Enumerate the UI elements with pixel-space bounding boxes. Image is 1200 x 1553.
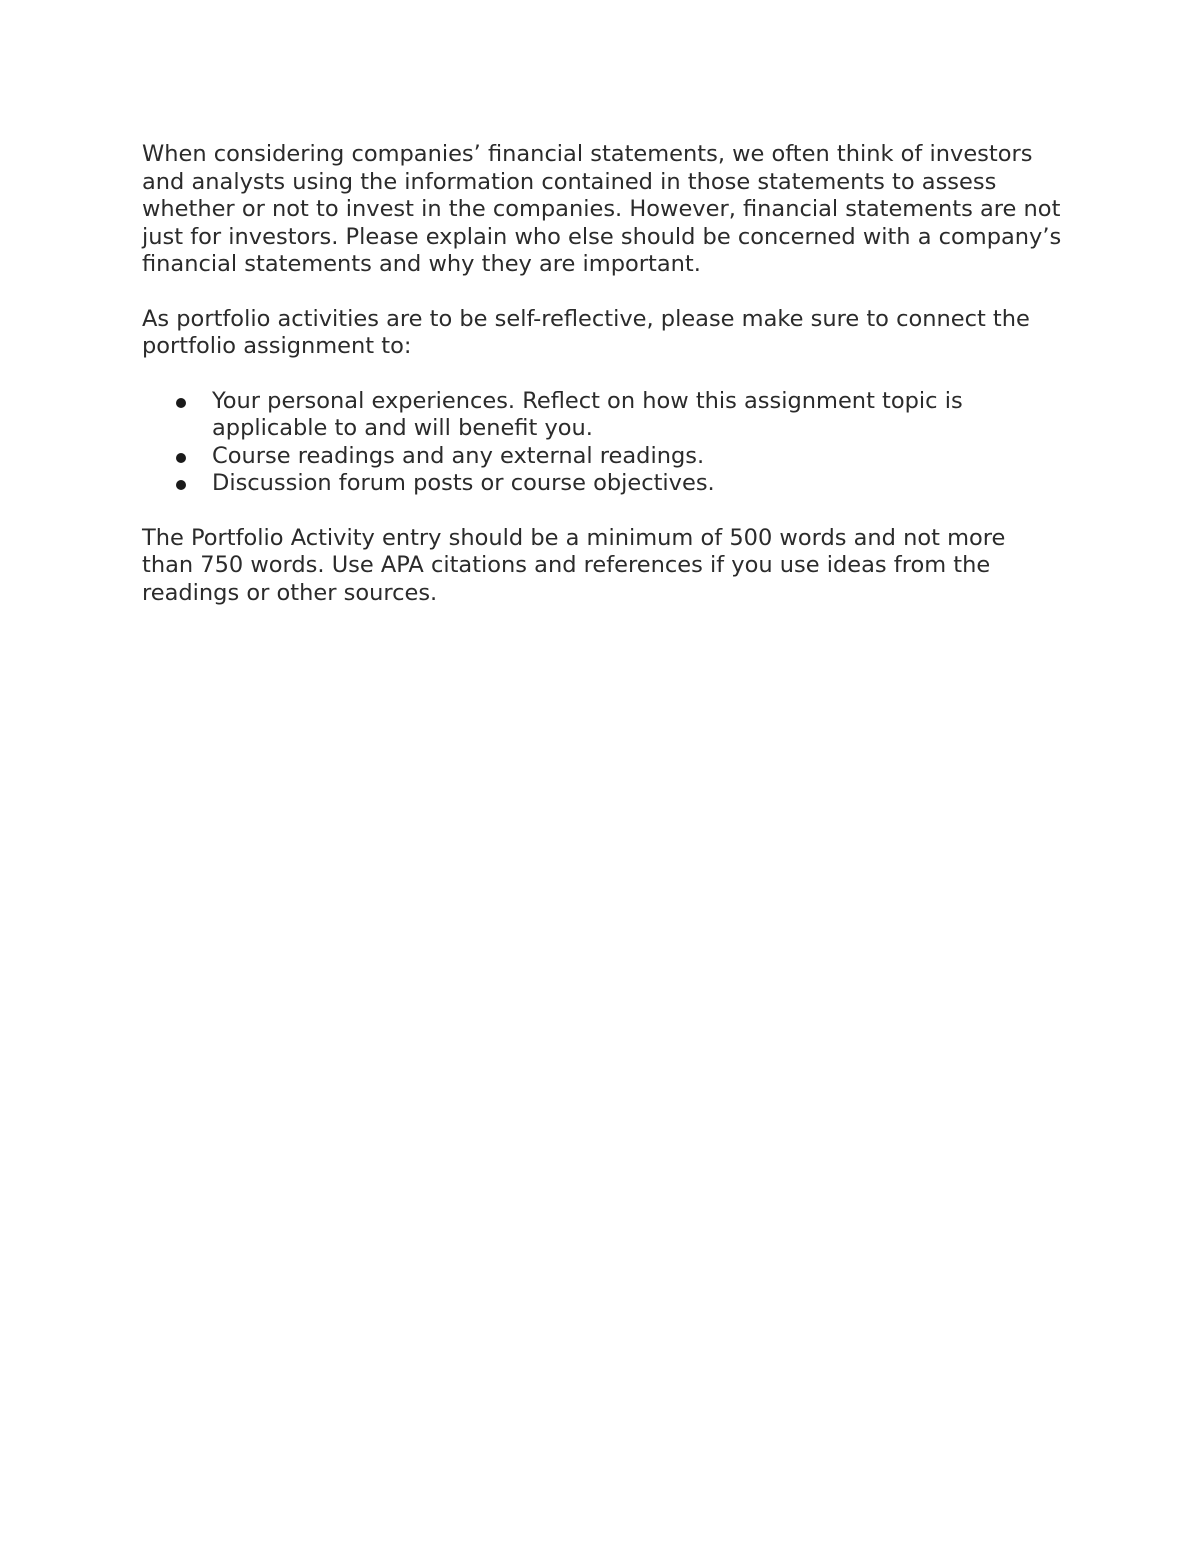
document-body <box>142 141 1062 607</box>
list-item <box>142 388 1062 443</box>
intro-paragraph: When considering companies’ financial statements, we often think of investors and analysts using the information contained in those statements to assess whether or not to invest in the companies. However, financial statements are not just for investors. Please explain who else should be concerned with a company’s financial statements and why they are important. <box>142 141 1062 277</box>
requirements-list <box>142 388 1062 498</box>
bullet-icon <box>176 453 186 463</box>
bullet-icon <box>176 480 186 490</box>
list-item-text: Your personal experiences. Reflect on how this assignment topic is applicable to and will benefit you. <box>212 387 963 441</box>
list-item <box>142 443 1062 471</box>
bullet-icon <box>176 398 186 408</box>
list-item-text: Course readings and any external readings. <box>212 442 705 469</box>
list-item-text: Discussion forum posts or course objectives. <box>212 470 715 496</box>
instruction-paragraph: As portfolio activities are to be self-reflective, please make sure to connect the portfolio assignment to: <box>142 305 1030 359</box>
closing-paragraph: The Portfolio Activity entry should be a minimum of 500 words and not more than 750 words. Use APA citations and references if you use ideas from the readings or other sources. <box>142 524 1006 606</box>
list-item <box>142 470 1062 498</box>
